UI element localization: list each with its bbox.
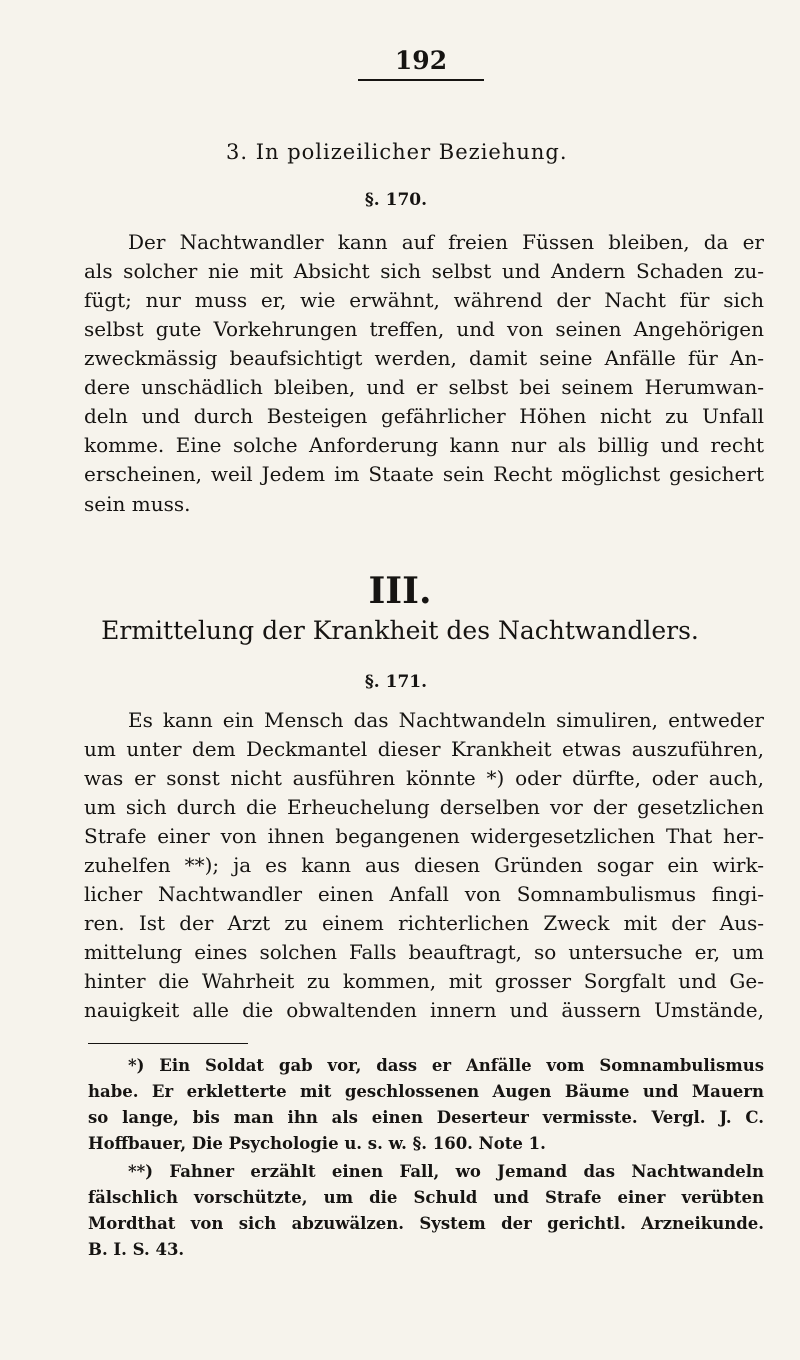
text-line: Strafe einer von ihnen begangenen widergesetzlichen That her- (84, 824, 764, 848)
footnote-separator (88, 1043, 248, 1044)
text-line: hinter die Wahrheit zu kommen, mit grosser Sorgfalt und Ge- (84, 969, 764, 993)
text-line: fügt; nur muss er, wie erwähnt, während der Nacht für sich (84, 288, 764, 312)
chapter-number: III. (368, 570, 432, 612)
text-line: um sich durch die Erheuchelung derselben vor der gesetzlichen (84, 795, 764, 819)
footnote-line: *) Ein Soldat gab vor, dass er Anfälle vom Somnambulismus (128, 1056, 764, 1075)
text-line: deln und durch Besteigen gefährlicher Höhen nicht zu Unfall (84, 404, 764, 428)
footnote-line: Mordthat von sich abzuwälzen. System der gerichtl. Arzneikunde. (88, 1214, 764, 1233)
footnote-line: Hoffbauer, Die Psychologie u. s. w. §. 160. Note 1. (88, 1134, 546, 1153)
footnote-line: habe. Er erkletterte mit geschlossenen Augen Bäume und Mauern (88, 1082, 764, 1101)
chapter-title: Ermittelung der Krankheit des Nachtwandlers. (101, 616, 699, 645)
text-line: Der Nachtwandler kann auf freien Füssen bleiben, da er (128, 230, 764, 254)
text-line: nauigkeit alle die obwaltenden innern und äussern Umstände, (84, 998, 764, 1022)
text-line: sein muss. (84, 492, 191, 516)
footnote-line: B. I. S. 43. (88, 1240, 185, 1259)
footnote-line: **) Fahner erzählt einen Fall, wo Jemand das Nachtwandeln (128, 1162, 764, 1181)
text-line: als solcher nie mit Absicht sich selbst und Andern Schaden zu- (84, 259, 764, 283)
text-line: dere unschädlich bleiben, und er selbst bei seinem Herumwan- (84, 375, 764, 399)
text-line: was er sonst nicht ausführen könnte *) oder dürfte, oder auch, (84, 766, 764, 790)
text-line: licher Nachtwandler einen Anfall von Somnambulismus fingi- (84, 882, 764, 906)
text-line: Es kann ein Mensch das Nachtwandeln simuliren, entweder (128, 708, 764, 732)
paragraph-170-number: §. 170. (364, 190, 428, 210)
text-line: erscheinen, weil Jedem im Staate sein Recht möglichst gesichert (84, 462, 764, 486)
page-number: 192 (358, 46, 484, 81)
footnote-line: fälschlich vorschützte, um die Schuld und Strafe einer verübten (88, 1188, 764, 1207)
footnote-line: so lange, bis man ihn als einen Deserteur vermisste. Vergl. J. C. (88, 1108, 764, 1127)
text-line: zweckmässig beaufsichtigt werden, damit seine Anfälle für An- (84, 346, 764, 370)
text-line: mittelung eines solchen Falls beauftragt, so untersuche er, um (84, 940, 764, 964)
text-line: komme. Eine solche Anforderung kann nur als billig und recht (84, 433, 764, 457)
text-line: um unter dem Deckmantel dieser Krankheit etwas auszuführen, (84, 737, 764, 761)
text-line: ren. Ist der Arzt zu einem richterlichen Zweck mit der Aus- (84, 911, 764, 935)
text-line: zuhelfen **); ja es kann aus diesen Gründen sogar ein wirk- (84, 853, 764, 877)
text-line: selbst gute Vorkehrungen treffen, und von seinen Angehörigen (84, 317, 764, 341)
paragraph-171-number: §. 171. (364, 672, 428, 692)
section-heading: 3. In polizeilicher Beziehung. (226, 140, 568, 164)
